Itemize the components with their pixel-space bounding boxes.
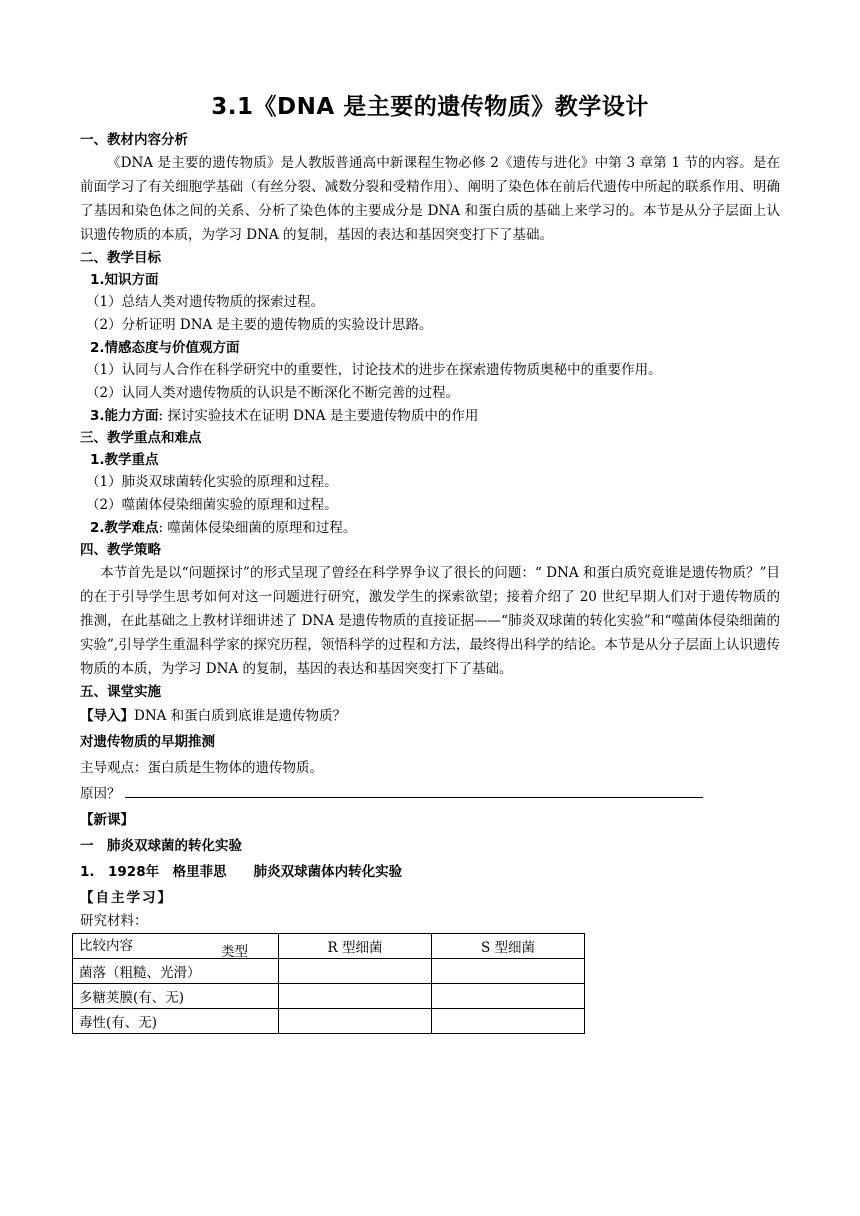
section3-sub1-item: （2）噬菌体侵染细菌实验的原理和过程。	[86, 497, 338, 513]
corner-top-label: 类型	[221, 944, 248, 960]
table-cell-s[interactable]	[432, 984, 585, 1009]
table-cell-r[interactable]	[279, 984, 432, 1009]
table-row	[73, 984, 585, 1009]
self-study-label: 【自主学习】	[80, 890, 173, 906]
section3-sub2-text: : 噬菌体侵染细菌的原理和过程。	[158, 520, 357, 536]
section2-sub2-item: （2）认同人类对遗传物质的认识是不断深化不断完善的过程。	[86, 385, 460, 401]
intro-text: DNA 和蛋白质到底谁是遗传物质？	[134, 708, 347, 724]
section4-paragraph: 本节首先是以“问题探讨”的形式呈现了曾经在科学界争议了很长的问题：“ DNA 和蛋白质究竟谁是遗传物质？”目的在于引导学生思考如何对这一问题进行研究，激发学生的探索欲望；接着介绍了 20 世纪早期人们对于遗传物质的推测，在此基础之上教材详细讲述了 DNA 是遗传物质的直接证据——“肺炎双球菌的转化实验”和“噬菌体侵染细菌的实验”,引导学生重温科学家的探究历程，领悟科学的过程和方法，最终得出科学的结论。本节是从分子层面上认识遗传物质的本质，为学习 DNA 的复制，基因的表达和基因突变打下了基础。	[80, 565, 780, 677]
section2-sub2-item: （1）认同与人合作在科学研究中的重要性，讨论技术的进步在探索遗传物质奥秘中的重要作用。	[86, 362, 662, 378]
document-title: 3.1《DNA 是主要的遗传物质》教学设计	[211, 94, 649, 120]
table-cell-s[interactable]	[432, 959, 585, 984]
column-header-r: R 型细菌	[279, 934, 432, 959]
corner-bottom-label: 比较内容	[79, 938, 133, 954]
section2-sub3-text: : 探讨实验技术在证明 DNA 是主要遗传物质中的作用	[158, 408, 479, 424]
comparison-table	[72, 933, 585, 1034]
main-view-text: 主导观点：蛋白质是生物体的遗传物质。	[80, 760, 323, 776]
table-cell-r[interactable]	[279, 959, 432, 984]
reason-blank[interactable]	[125, 783, 703, 798]
table-cell-r[interactable]	[279, 1009, 432, 1034]
early-speculation-heading: 对遗传物质的早期推测	[80, 734, 215, 750]
table-row	[73, 1009, 585, 1034]
section2-sub1: 1.知识方面	[90, 272, 159, 288]
section1-heading: 一、教材内容分析	[80, 132, 188, 148]
section3-sub1: 1.教学重点	[90, 452, 159, 468]
intro-line	[80, 703, 780, 729]
section1-paragraph: 《DNA 是主要的遗传物质》是人教版普通高中新课程生物必修 2《遗传与进化》中第 3 章第 1 节的内容。是在前面学习了有关细胞学基础（有丝分裂、减数分裂和受精作用）、阐明了染色体在前后代遗传中所起的联系作用、明确了基因和染色体之间的关系、分析了染色体的主要成分是 DNA 和蛋白质的基础上来学习的。本节是从分子层面上认识遗传物质的本质，为学习 DNA 的复制，基因的表达和基因突变打下了基础。	[80, 155, 780, 243]
section2-sub3	[80, 405, 780, 427]
document-page	[80, 88, 780, 1034]
section4-heading: 四、教学策略	[80, 542, 161, 558]
section3-sub2	[80, 517, 780, 539]
new-lesson-label: 【新课】	[80, 812, 134, 828]
reason-label: 原因？	[80, 786, 121, 802]
row-label: 多糖荚膜(有、无)	[73, 984, 279, 1009]
section2-sub1-item: （2）分析证明 DNA 是主要的遗传物质的实验设计思路。	[86, 317, 433, 333]
experiment1-heading: 1. 1928年 格里菲思 肺炎双球菌体内转化实验	[80, 864, 403, 880]
row-label: 毒性(有、无)	[73, 1009, 279, 1034]
section2-sub2: 2.情感态度与价值观方面	[90, 340, 240, 356]
table-header-row	[73, 934, 585, 959]
table-corner-cell	[73, 934, 279, 959]
section5-heading: 五、课堂实施	[80, 684, 161, 700]
column-header-s: S 型细菌	[432, 934, 585, 959]
section2-sub3-label: 3.能力方面	[90, 408, 159, 424]
row-label: 菌落（粗糙、光滑）	[73, 959, 279, 984]
table-cell-s[interactable]	[432, 1009, 585, 1034]
section2-sub1-item: （1）总结人类对遗传物质的探索过程。	[86, 294, 325, 310]
table-row	[73, 959, 585, 984]
section3-sub2-label: 2.教学难点	[90, 520, 159, 536]
intro-label: 【导入】	[80, 708, 134, 724]
section3-sub1-item: （1）肺炎双球菌转化实验的原理和过程。	[86, 474, 338, 490]
section3-heading: 三、教学重点和难点	[80, 430, 202, 446]
section2-heading: 二、教学目标	[80, 250, 161, 266]
materials-label: 研究材料：	[80, 913, 148, 929]
reason-line	[80, 781, 780, 807]
part1-heading: 一 肺炎双球菌的转化实验	[80, 838, 242, 854]
